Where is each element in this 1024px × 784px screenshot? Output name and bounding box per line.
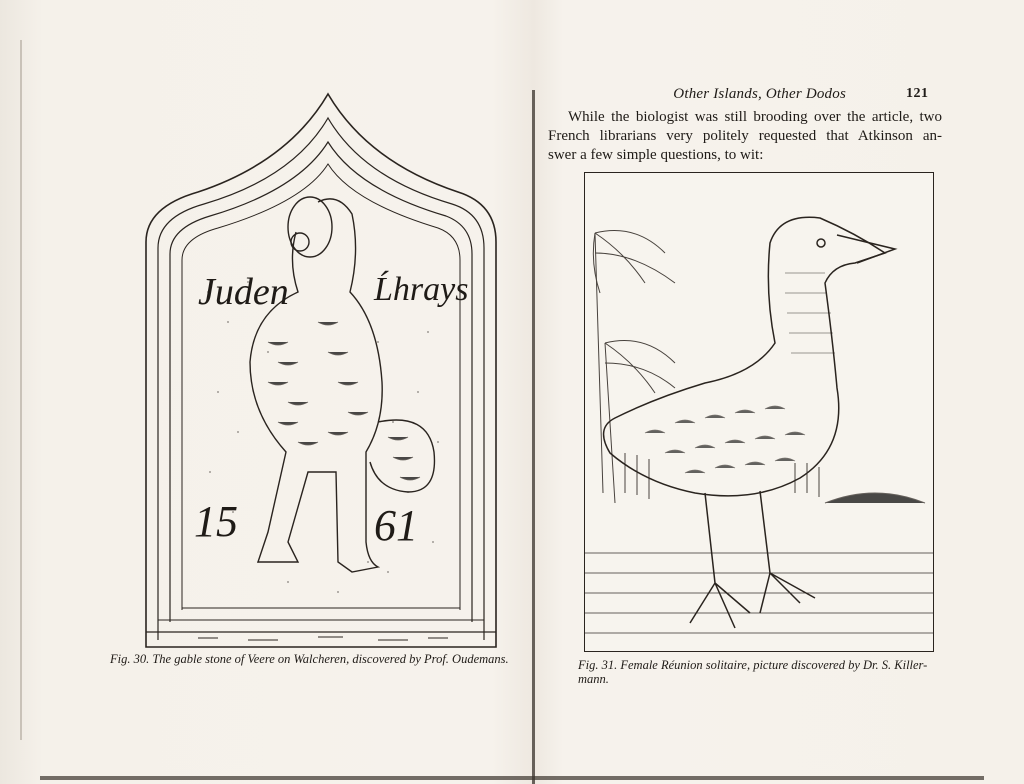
book-gutter [532, 90, 535, 784]
date-left: 15 [194, 497, 238, 546]
running-title: Other Islands, Other Dodos [673, 86, 846, 102]
gable-stone-drawing [138, 92, 500, 652]
solitaire-drawing [585, 173, 933, 651]
page-number: 121 [906, 86, 929, 101]
figure-30-caption: Fig. 30. The gable stone of Veere on Walcheren, discovered by Prof. Oudemans. [110, 652, 509, 666]
bottom-edge [40, 776, 984, 780]
body-line-3: swer a few simple questions, to wit: [548, 147, 764, 163]
page-edge [20, 40, 22, 740]
body-line-1: While the biologist was still brooding over the article, two [568, 109, 942, 125]
inscription-ehrays: Ĺhrays [374, 271, 469, 308]
body-paragraph [548, 108, 942, 165]
solitaire-figure [584, 172, 934, 652]
body-line-2: French librarians very politely requested that Atkinson an- [548, 128, 942, 144]
inscription-juden: Juden [198, 271, 289, 313]
figure-31-caption: Fig. 31. Female Réunion solitaire, picture discovered by Dr. S. Killer-mann. [578, 658, 928, 686]
date-right: 61 [374, 501, 418, 550]
gable-stone-figure [138, 92, 500, 652]
